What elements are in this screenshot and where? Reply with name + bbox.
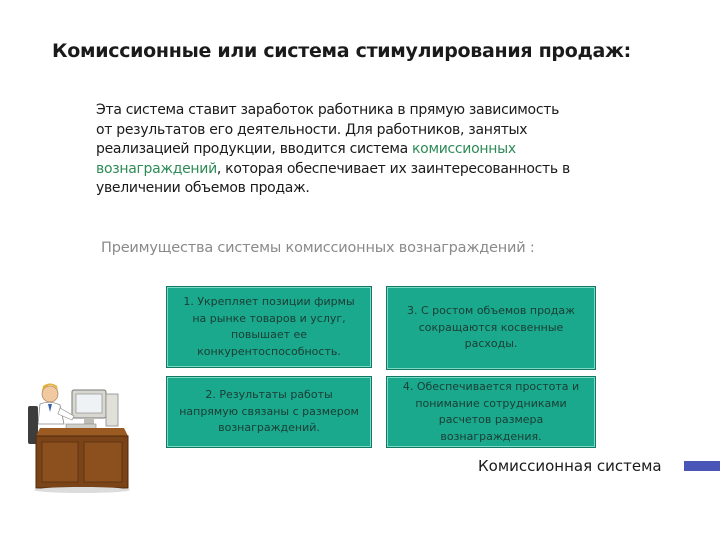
intro-text-before: Эта система ставит заработок работника в прямую зависимость от результатов его деятельности. Для работников, занятых реализацией продукции, вводится система — [96, 102, 560, 158]
intro-paragraph — [96, 101, 576, 199]
advantage-box-2-text: 2. Результаты работы напрямую связаны с размером вознаграждений. — [179, 388, 359, 435]
intro-text-after: , которая обеспечивает их заинтересованность в увеличении объемов продаж. — [96, 160, 570, 197]
advantage-box-1 — [166, 286, 372, 368]
footer-accent-bar — [684, 461, 720, 471]
slide-title: Комиссионные или система стимулирования продаж: — [52, 40, 631, 62]
advantages-heading: Преимущества системы комиссионных вознаграждений : — [101, 240, 535, 256]
intro-highlight: комиссионных вознаграждений — [96, 141, 516, 177]
advantage-box-4 — [386, 376, 596, 448]
advantage-box-2 — [166, 376, 372, 448]
advantage-box-4-text: 4. Обеспечивается простота и понимание сотрудниками расчетов размера вознаграждения. — [402, 380, 580, 443]
advantage-box-1-text: 1. Укрепляет позиции фирмы на рынке товаров и услуг, повышает ее конкурентоспособность. — [183, 295, 355, 358]
office-worker-at-desk-icon — [20, 372, 132, 494]
advantage-box-3-text: 3. С ростом объемов продаж сокращаются косвенные расходы. — [406, 304, 576, 351]
advantage-box-3 — [386, 286, 596, 370]
footer-label: Комиссионная система — [478, 457, 662, 475]
